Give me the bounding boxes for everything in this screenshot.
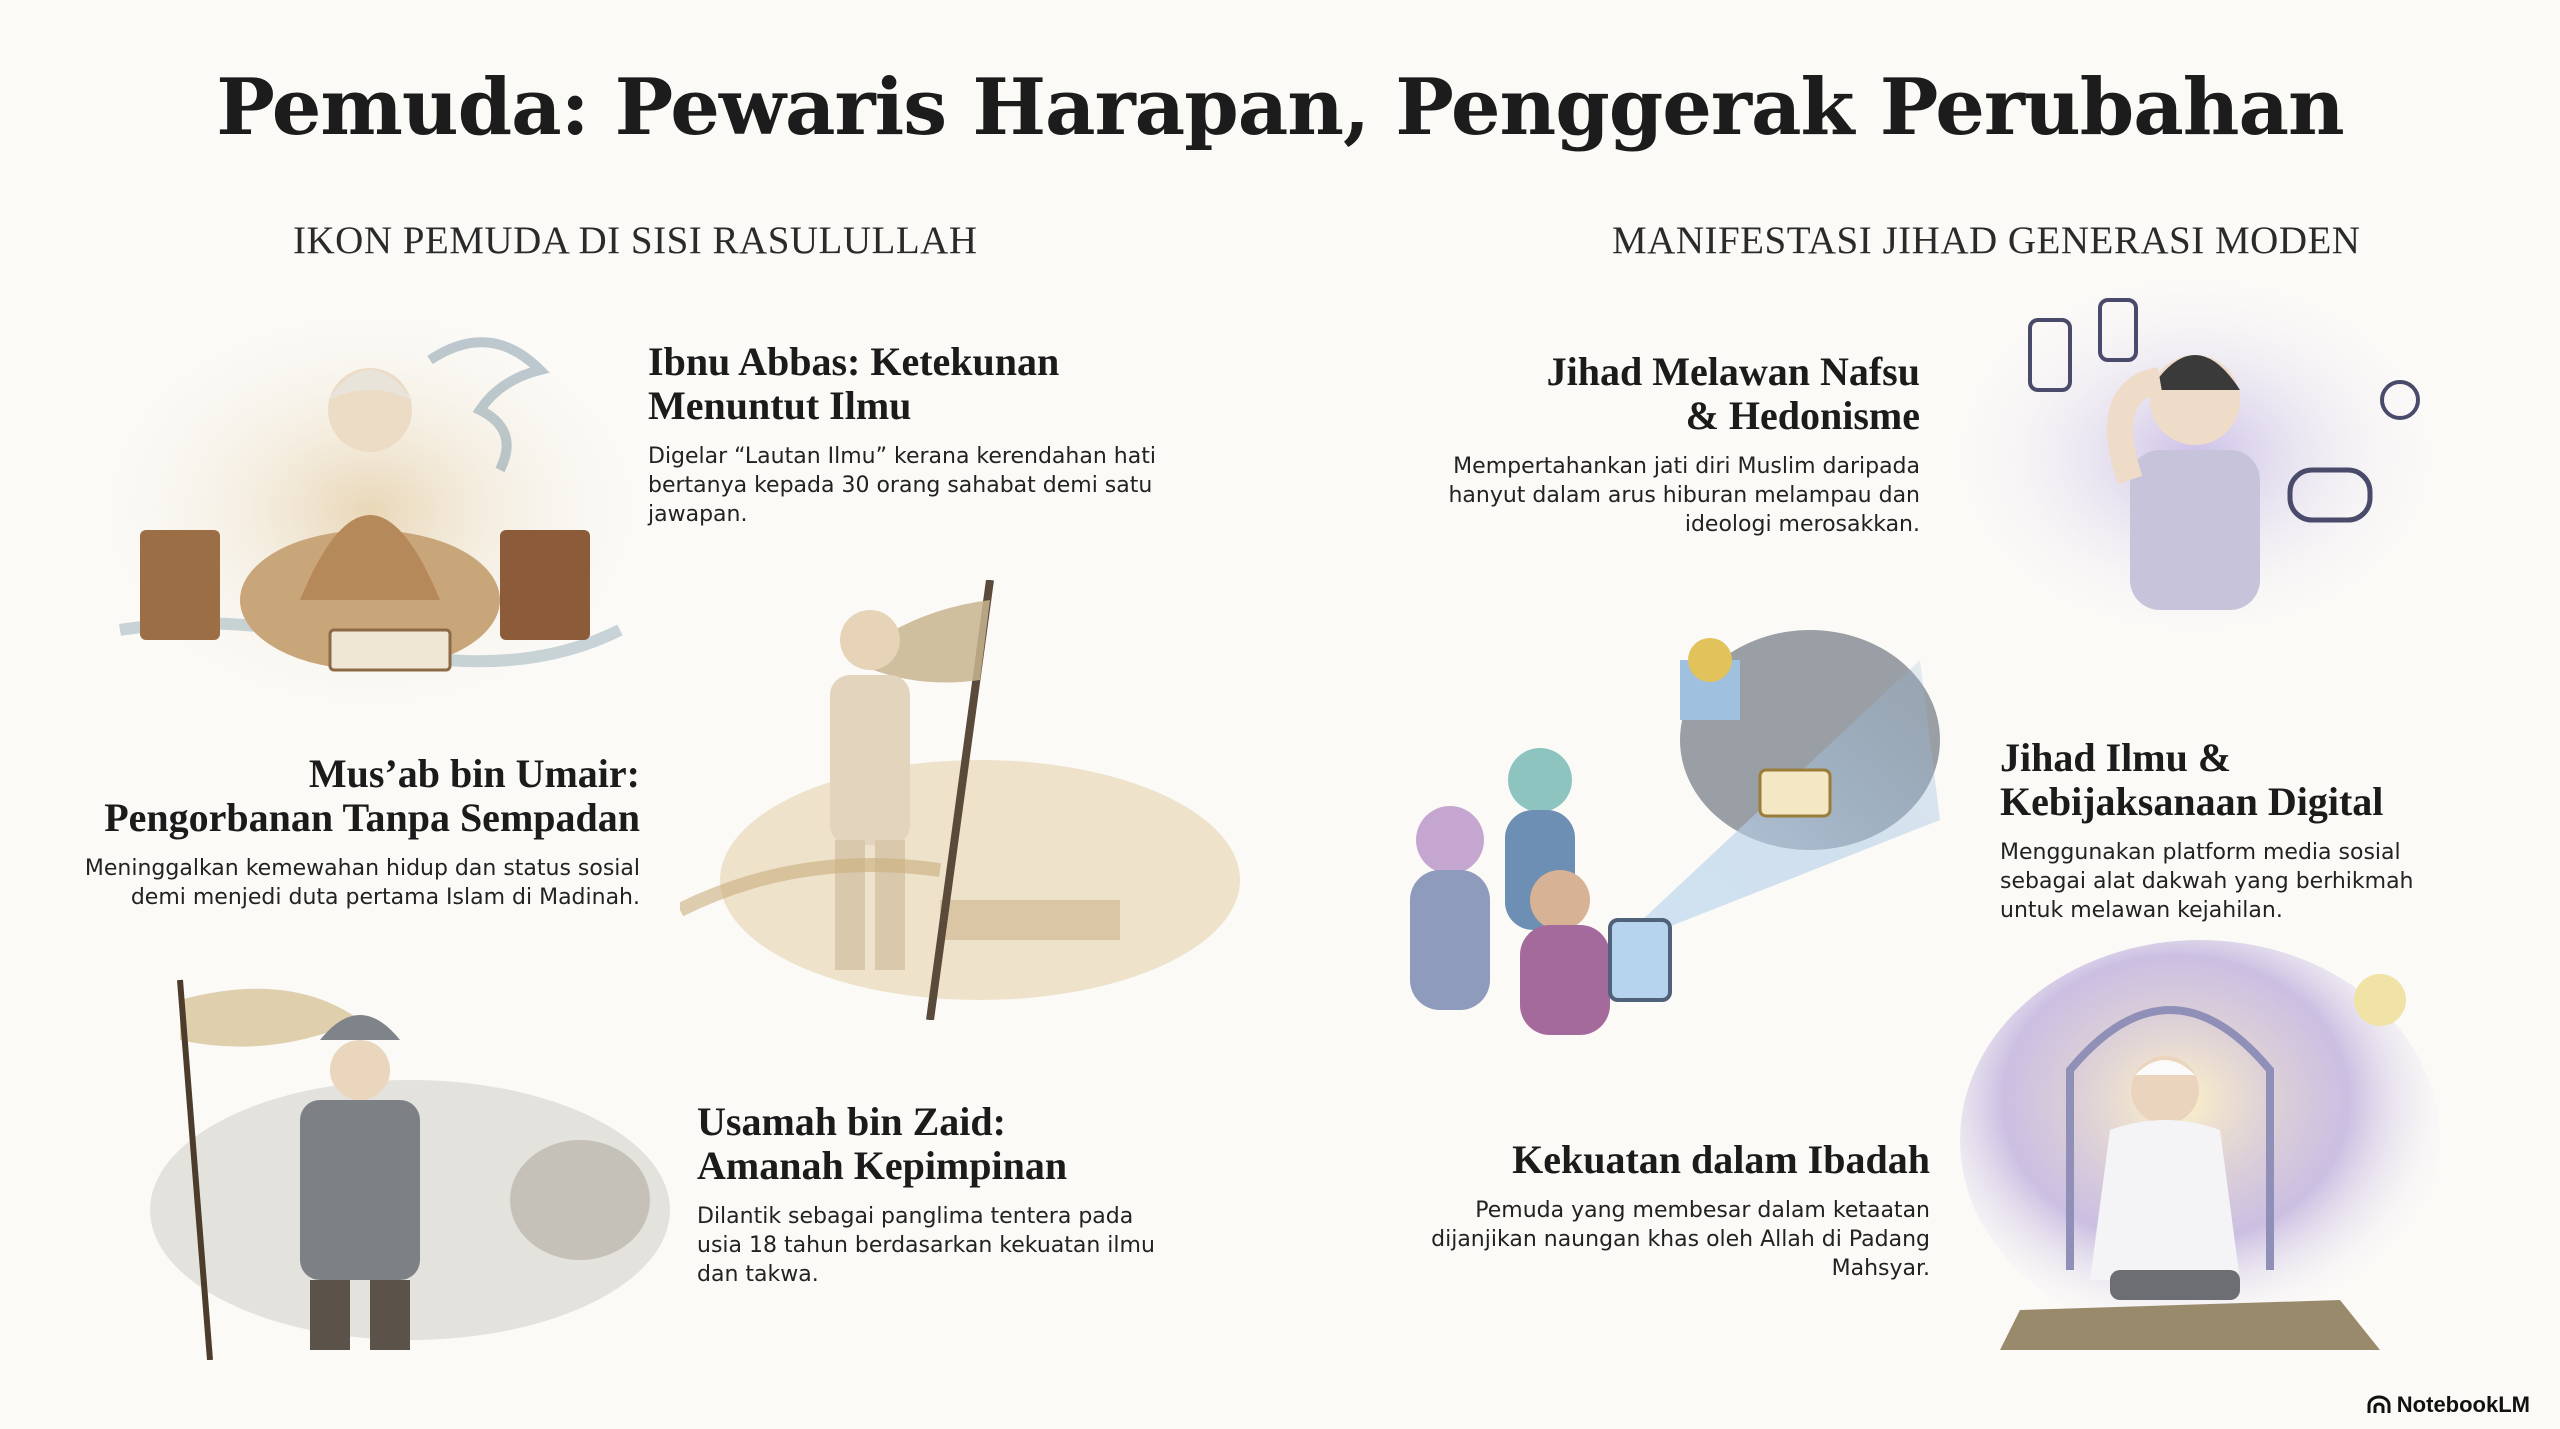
jihad-nafsu-title [1390,350,1920,438]
musab-body: Meninggalkan kemewahan hidup dan status sosial demi menjedi duta pertama Islam di Madinah. [84,856,640,910]
usamah-title-line1: Usamah bin Zaid: [697,1099,1006,1144]
page-title: Pemuda: Pewaris Harapan, Penggerak Perubahan [216,62,2344,153]
brand-label: NotebookLM [2396,1392,2530,1417]
youth-group-tablet-icon [1360,620,1940,1040]
jihad-ilmu-title-line1: Jihad Ilmu & [2000,735,2232,780]
jihad-ilmu-body: Menggunakan platform media sosial sebagai alat dakwah yang berhikmah untuk melawan kejahilan. [2000,840,2414,923]
musab-title [70,752,640,840]
notebooklm-logo-icon [2367,1395,2391,1415]
distracted-youth-icon [1960,280,2430,630]
left-section-heading: IKON PEMUDA DI SISI RASULULLAH [293,219,978,262]
armored-commander-icon [150,960,680,1360]
jihad-ilmu-title [2000,736,2470,824]
ibnu-abbas-title-line1: Ibnu Abbas: Ketekunan [648,339,1060,384]
jihad-ilmu-title-line2: Kebijaksanaan Digital [2000,779,2384,824]
scholar-writing-icon [100,300,640,720]
ibnu-abbas-title-line2: Menuntut Ilmu [648,383,912,428]
musab-bin-umair-block [70,752,640,912]
musab-title-line1: Mus’ab bin Umair: [308,751,640,796]
usamah-bin-zaid-block [697,1100,1157,1289]
usamah-title [697,1100,1157,1188]
jihad-nafsu-body: Mempertahankan jati diri Muslim daripada hanyut dalam arus hiburan melampau dan ideologi merosakkan. [1448,454,1920,537]
right-section-heading: MANIFESTASI JIHAD GENERASI MODEN [1612,219,2361,262]
flag-bearer-icon [680,580,1240,1020]
jihad-nafsu-title-line1: Jihad Melawan Nafsu [1546,349,1920,394]
notebooklm-brand [2367,1392,2530,1418]
ibnu-abbas-body: Digelar “Lautan Ilmu” kerana kerendahan hati bertanya kepada 30 orang sahabat demi satu jawapan. [648,444,1156,527]
jihad-ilmu-block [2000,736,2470,925]
usamah-body: Dilantik sebagai panglima tentera pada usia 18 tahun berdasarkan kekuatan ilmu dan takwa. [697,1204,1155,1287]
ibnu-abbas-block [648,340,1168,529]
ibadah-title: Kekuatan dalam Ibadah [1512,1137,1930,1182]
ibnu-abbas-title [648,340,1168,428]
ibadah-block [1400,1138,1930,1283]
musab-title-line2: Pengorbanan Tanpa Sempadan [104,795,640,840]
jihad-nafsu-title-line2: & Hedonisme [1685,393,1920,438]
praying-youth-icon [1960,940,2440,1350]
usamah-title-line2: Amanah Kepimpinan [697,1143,1068,1188]
jihad-nafsu-block [1390,350,1920,539]
ibadah-body: Pemuda yang membesar dalam ketaatan dijanjikan naungan khas oleh Allah di Padang Mahsyar. [1431,1198,1930,1281]
